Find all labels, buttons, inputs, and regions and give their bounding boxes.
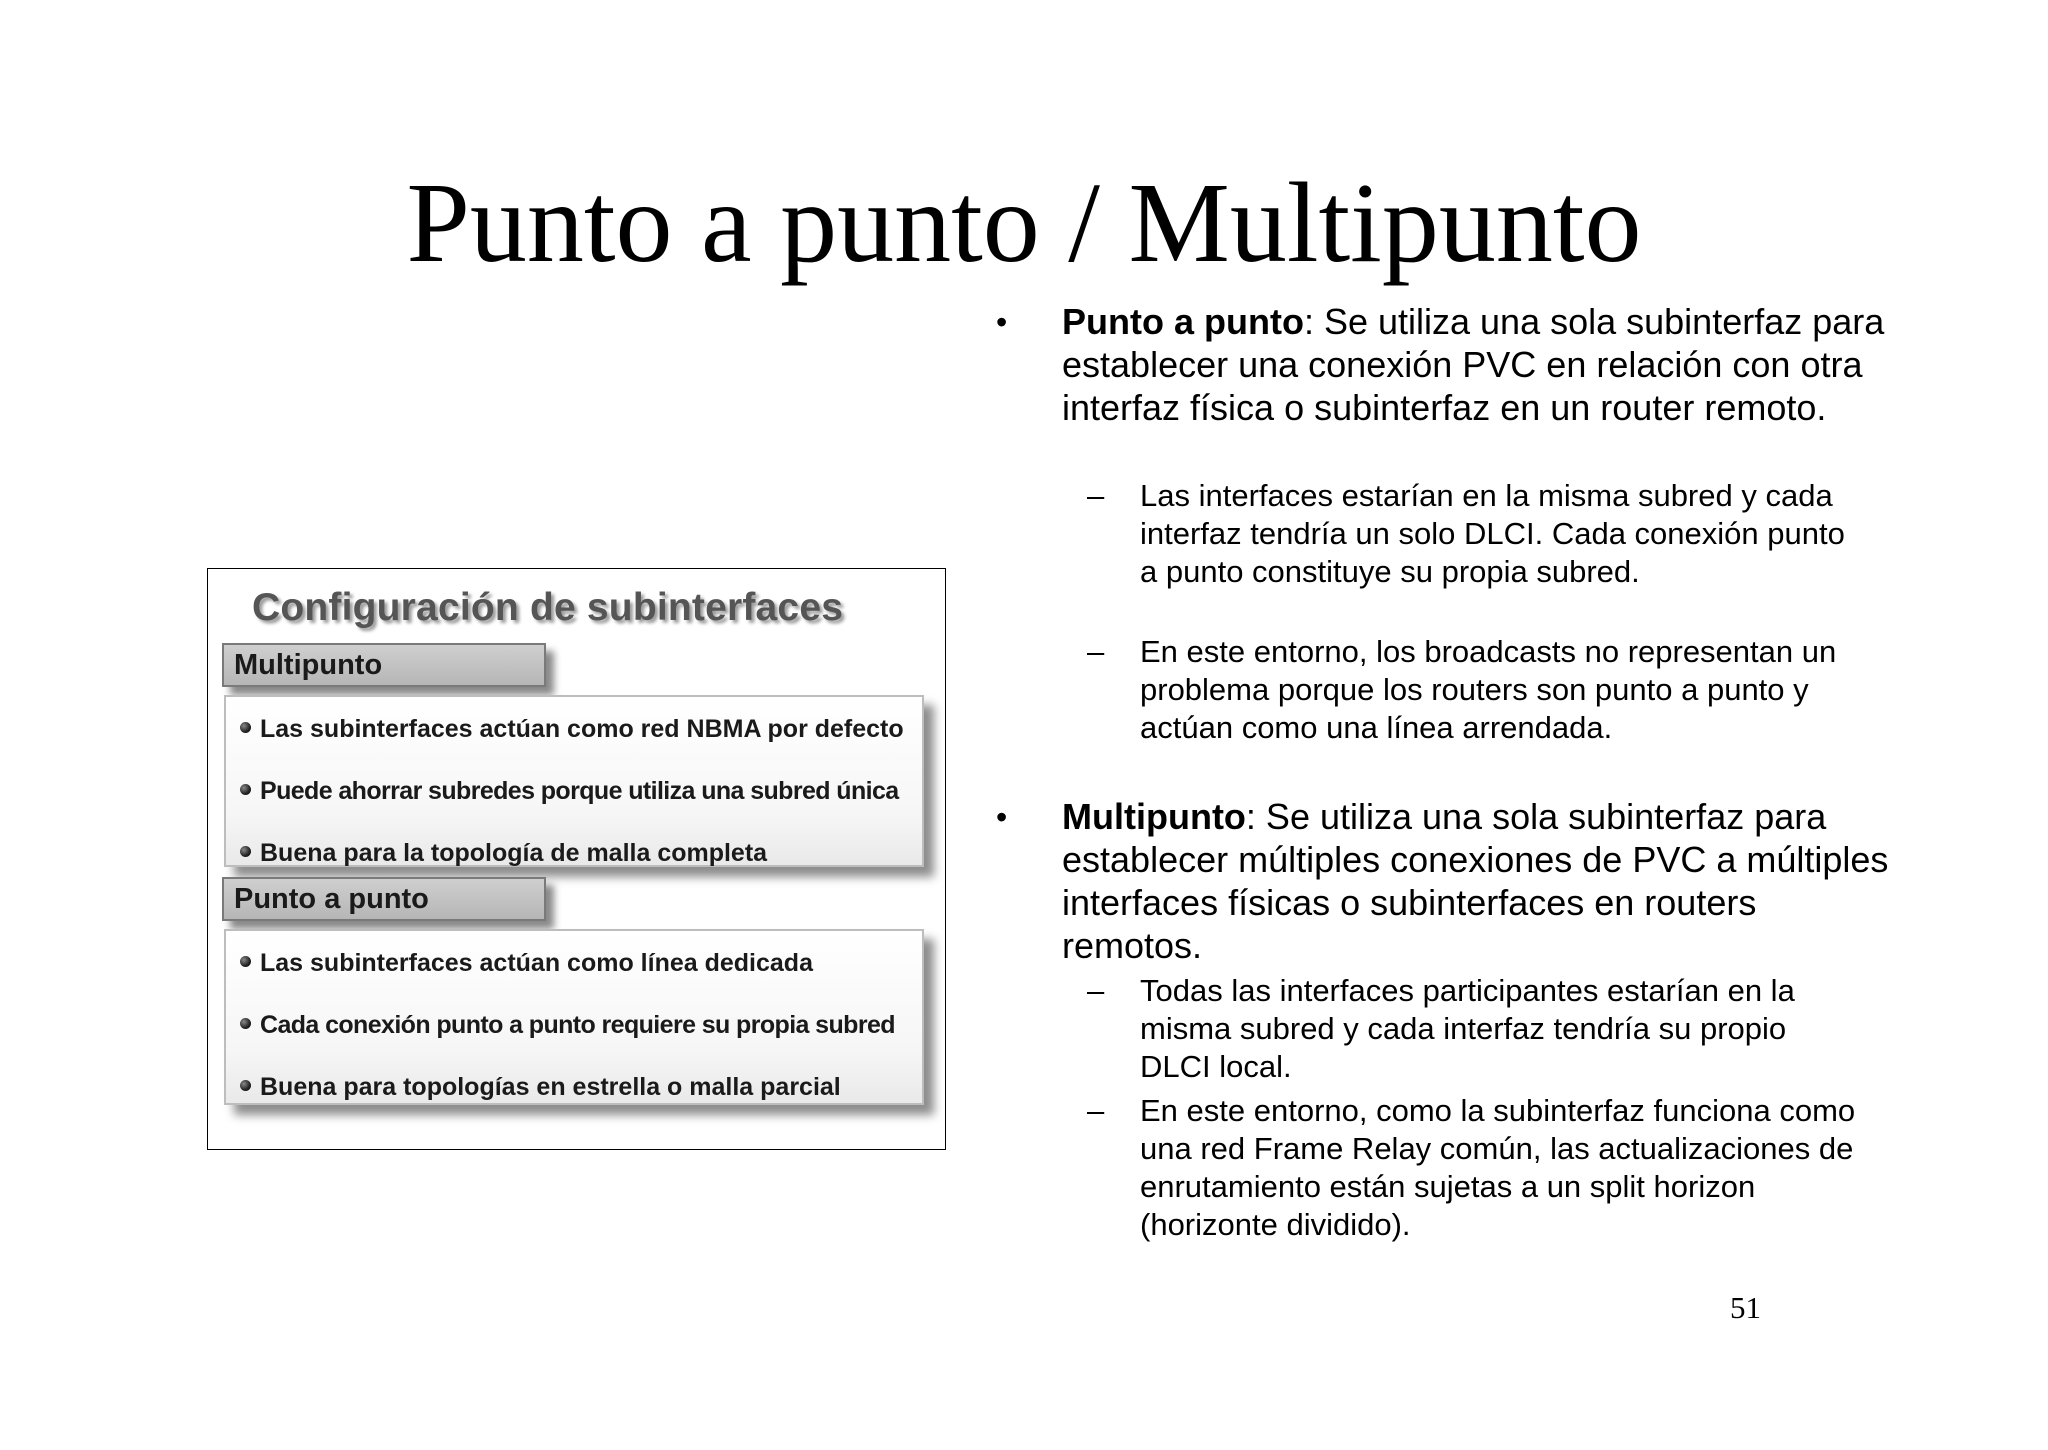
sub-bullet-text: En este entorno, como la subinterfaz funciona como una red Frame Relay común, las actualizaciones de enrutamiento están sujetas a un split horizon (horizonte dividido). [1140, 1093, 1856, 1242]
sub-bullet-marker: – [1087, 973, 1105, 1008]
sub-bullet-marker: – [1087, 1093, 1105, 1128]
bullet-dot-icon [240, 956, 251, 967]
figure-title: Configuración de subinterfaces [252, 586, 844, 629]
bullet-multipoint [1062, 795, 1892, 967]
figure-list-item: Buena para la topología de malla completa [240, 837, 767, 869]
section-box-punto-a-punto [224, 929, 924, 1105]
sub-bullet-marker: – [1087, 478, 1105, 513]
bullet-dot-icon [240, 1018, 251, 1029]
bullet-marker: • [996, 799, 1008, 835]
section-box-multipunto [224, 695, 924, 867]
bullet-dot-icon [240, 722, 251, 733]
sub-bullet-text: Las interfaces estarían en la misma subred y cada interfaz tendría un solo DLCI. Cada conexión punto a punto constituye su propia subred. [1140, 478, 1845, 589]
sub-bullet-marker: – [1087, 634, 1105, 669]
figure-list-item: Puede ahorrar subredes porque utiliza una subred única [240, 775, 899, 807]
bullet-term: Multipunto [1062, 796, 1246, 837]
figure-list-item: Cada conexión punto a punto requiere su propia subred [240, 1009, 895, 1041]
bullet-body: : Se utiliza una sola subinterfaz para establecer múltiples conexiones de PVC a múltiples interfaces físicas o subinterfaces en routers remotos. [1062, 796, 1889, 966]
figure-list-item: Buena para topologías en estrella o malla parcial [240, 1071, 841, 1103]
figure-list-item: Las subinterfaces actúan como línea dedicada [240, 947, 813, 979]
section-heading-multipunto: Multipunto [222, 643, 546, 687]
sub-bullet-text: Todas las interfaces participantes estarían en la misma subred y cada interfaz tendría su propio DLCI local. [1140, 973, 1795, 1084]
bullet-dot-icon [240, 784, 251, 795]
figure-list-item: Las subinterfaces actúan como red NBMA por defecto [240, 713, 904, 745]
bullet-point-to-point [1062, 300, 1892, 429]
subinterface-config-figure [207, 568, 946, 1150]
bullet-dot-icon [240, 1080, 251, 1091]
sub-bullet-text: En este entorno, los broadcasts no representan un problema porque los routers son punto a punto y actúan como una línea arrendada. [1140, 634, 1837, 745]
slide-title: Punto a punto / Multipunto [406, 159, 1642, 286]
page-number: 51 [1730, 1290, 1761, 1325]
bullet-dot-icon [240, 846, 251, 857]
section-heading-punto-a-punto: Punto a punto [222, 877, 546, 921]
bullet-body: : Se utiliza una sola subinterfaz para establecer una conexión PVC en relación con otra interfaz física o subinterfaz en un router remoto. [1062, 301, 1885, 428]
bullet-term: Punto a punto [1062, 301, 1304, 342]
bullet-marker: • [996, 304, 1008, 340]
